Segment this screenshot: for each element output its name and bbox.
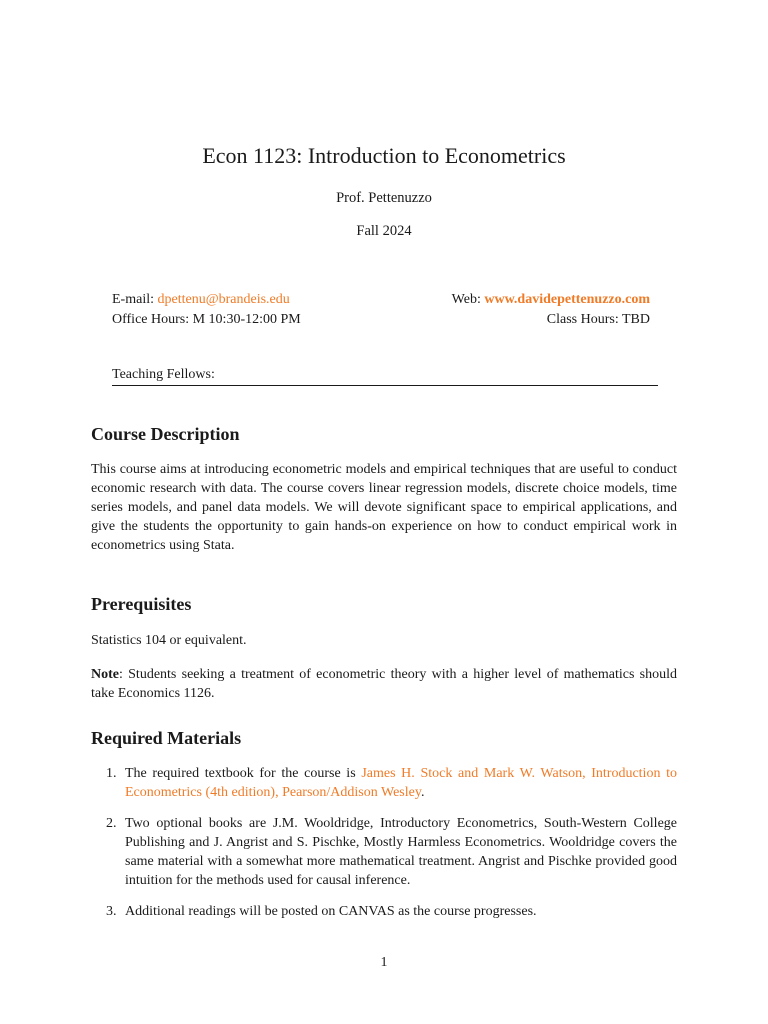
office-hours: Office Hours: M 10:30-12:00 PM [112, 312, 301, 327]
prerequisites-text: Statistics 104 or equivalent. [91, 633, 247, 648]
list-item [91, 764, 677, 802]
contact-row-2 [112, 312, 650, 328]
course-title: Econ 1123: Introduction to Econometrics [202, 143, 566, 168]
list-item-text: The required textbook for the course is [125, 766, 362, 781]
website-link[interactable]: www.davidepettenuzzo.com [484, 292, 650, 307]
web-label: Web: [451, 292, 485, 307]
list-item-text: Additional readings will be posted on CANVAS as the course progresses. [125, 904, 537, 919]
list-item-text: Two optional books are J.M. Wooldridge, Introductory Econometrics, South-Western College Publishing and J. Angrist and S. Pischke, Mostly Harmless Econometrics. Wooldridge covers the same material with a somewhat more mathematical treatment. Angrist and Pischke provided good intuition for the methods used for causal inference. [125, 816, 677, 888]
note-label: Note [91, 667, 119, 682]
list-item [91, 814, 677, 890]
list-item [91, 902, 677, 921]
email-link[interactable]: dpettenu@brandeis.edu [157, 292, 290, 307]
course-description-text: This course aims at introducing econometric models and empirical techniques that are useful to conduct economic research with data. The course covers linear regression models, discrete choice models, time series models, and panel data models. We will devote significant space to empirical applications, and give the students the opportunity to gain hands-on experience on how to conduct empirical work in econometrics using Stata. [91, 462, 677, 553]
materials-list [91, 764, 677, 933]
list-number: 3. [106, 904, 117, 919]
web-block [452, 292, 650, 308]
list-number: 2. [106, 816, 117, 831]
contact-row-1 [112, 292, 650, 308]
email-label: E-mail: [112, 292, 158, 307]
list-item-text-end: . [420, 785, 425, 800]
term-label: Fall 2024 [356, 223, 412, 239]
email-block [112, 292, 290, 308]
textbook-link[interactable]: James H. Stock and Mark W. Watson, Introduction to Econometrics (4th edition), Pearson/Addison Wesley [125, 766, 677, 800]
section-heading-prerequisites: Prerequisites [91, 594, 192, 614]
instructor-name: Prof. Pettenuzzo [336, 190, 432, 206]
teaching-fellows: Teaching Fellows: [112, 367, 658, 386]
list-number: 1. [106, 766, 117, 781]
note-text: : Students seeking a treatment of econometric theory with a higher level of mathematics should take Economics 1126. [91, 667, 677, 701]
prerequisites-note [91, 665, 677, 703]
class-hours: Class Hours: TBD [546, 312, 650, 327]
section-heading-description: Course Description [91, 424, 240, 444]
section-heading-materials: Required Materials [91, 728, 242, 748]
page-number: 1 [380, 955, 388, 970]
